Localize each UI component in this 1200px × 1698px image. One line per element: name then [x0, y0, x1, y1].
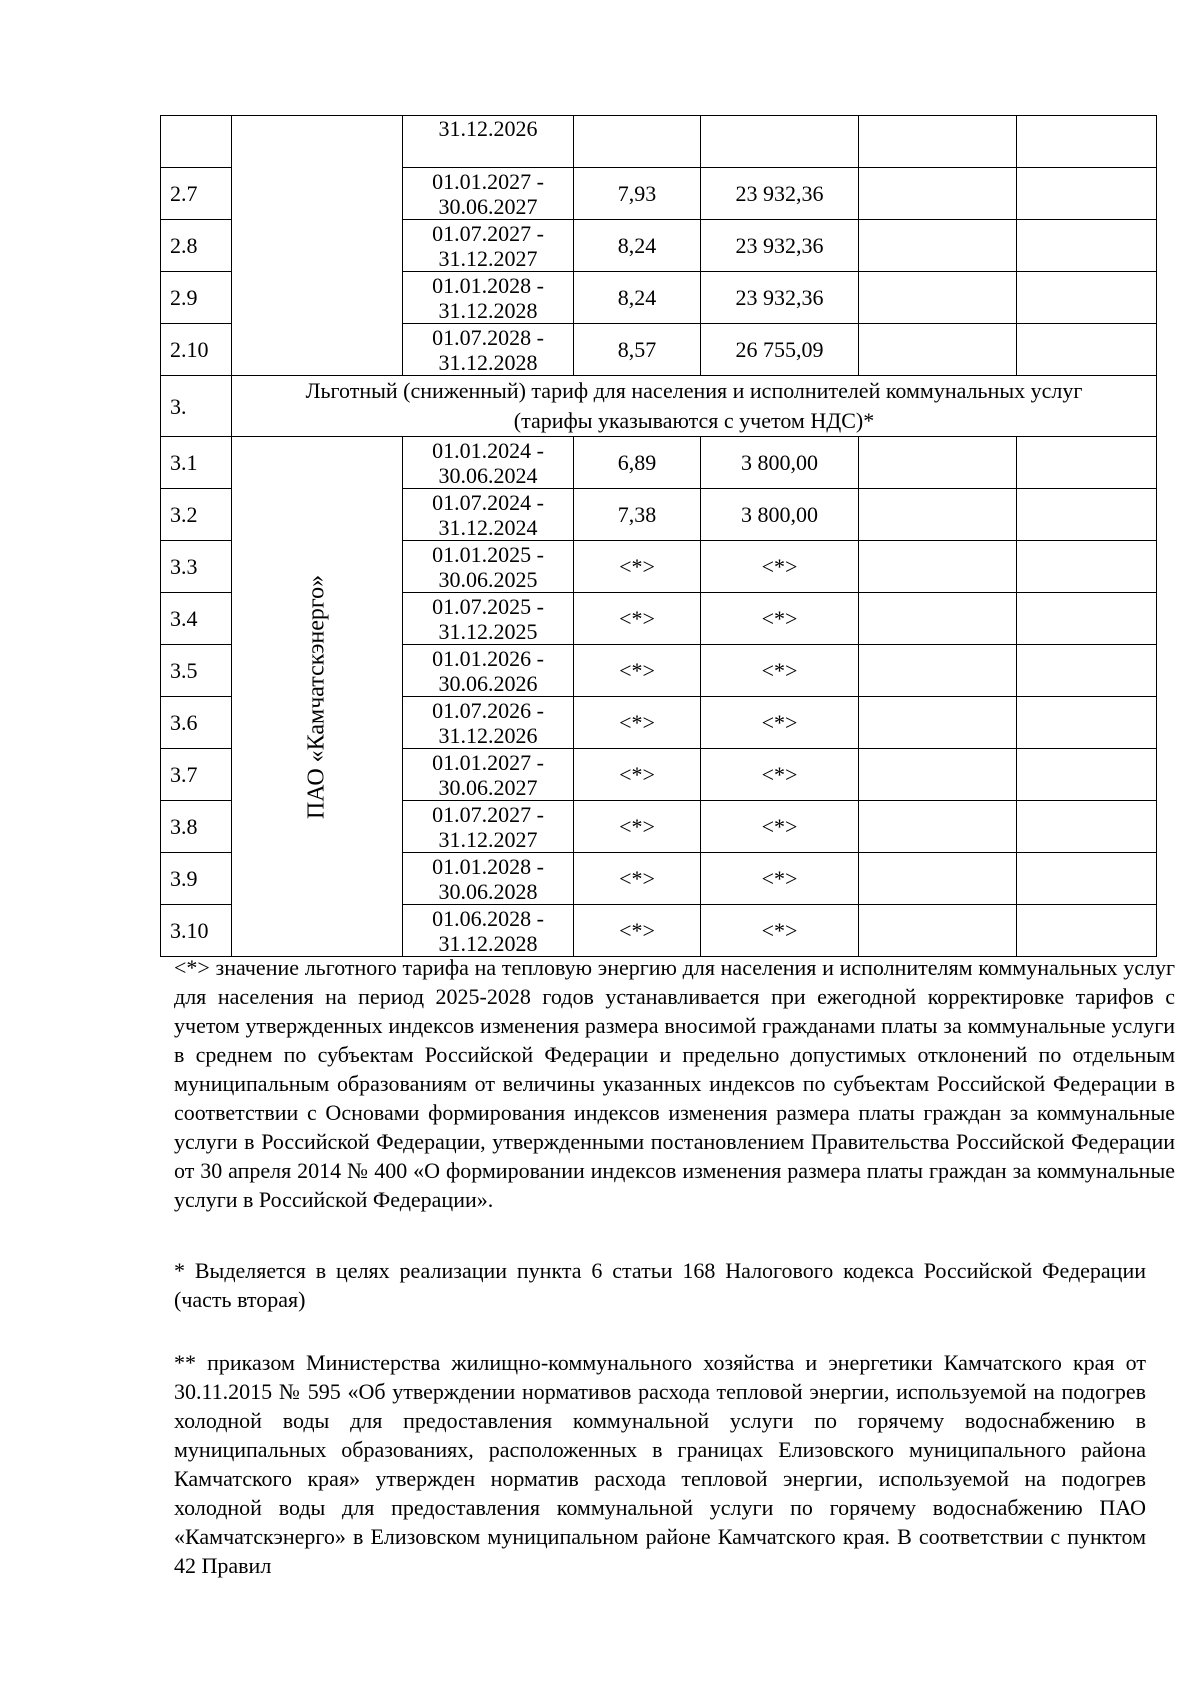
period-line: 01.01.2027 - — [432, 168, 544, 194]
row-number: 3.7 — [161, 749, 232, 801]
note-single-star-text: * Выделяется в целях реализации пункта 6 статьи 168 Налогового кодекса Российской Федерации (часть вторая) — [174, 1258, 1146, 1312]
tariff-value-b: 26 755,09 — [701, 324, 859, 376]
tariff-value-a: <*> — [574, 697, 701, 749]
empty-cell — [1017, 489, 1157, 541]
period-line: 01.06.2028 - — [432, 905, 544, 931]
empty-cell — [859, 853, 1017, 905]
tariff-table — [160, 115, 1157, 957]
period-line: 31.12.2027 — [438, 826, 538, 852]
empty-cell — [859, 801, 1017, 853]
tariff-value-b: 23 932,36 — [701, 168, 859, 220]
period-line: 31.12.2025 — [438, 618, 538, 644]
row-number: 3.4 — [161, 593, 232, 645]
period-line: 01.07.2027 - — [432, 801, 544, 827]
empty-cell — [859, 593, 1017, 645]
tariff-value-a: <*> — [574, 853, 701, 905]
empty-cell — [859, 489, 1017, 541]
period-line: 30.06.2025 — [438, 566, 538, 592]
tariff-value-b: 3 800,00 — [701, 437, 859, 489]
row-number — [161, 116, 232, 168]
empty-cell — [859, 749, 1017, 801]
period-line: 01.01.2026 - — [432, 645, 544, 671]
note-double-star — [174, 1348, 1146, 1580]
empty-cell — [1017, 272, 1157, 324]
section-header-row — [161, 376, 1157, 437]
empty-cell — [859, 272, 1017, 324]
period-cell — [403, 489, 574, 541]
period-cell — [403, 272, 574, 324]
row-number: 3.6 — [161, 697, 232, 749]
empty-cell — [1017, 541, 1157, 593]
note-single-star — [174, 1256, 1146, 1314]
tariff-value-a: 7,93 — [574, 168, 701, 220]
empty-cell — [1017, 437, 1157, 489]
tariff-value-b: <*> — [701, 853, 859, 905]
period-line: 30.06.2027 — [438, 193, 538, 219]
period-line: 31.12.2024 — [438, 514, 538, 540]
period-line: 30.06.2027 — [438, 774, 538, 800]
tariff-value-a — [574, 116, 701, 168]
row-number: 2.10 — [161, 324, 232, 376]
empty-cell — [859, 905, 1017, 957]
period-cell — [403, 220, 574, 272]
period-line: 31.12.2026 — [438, 722, 538, 748]
period-line: 31.12.2027 — [438, 245, 538, 271]
period-line: 30.06.2024 — [438, 462, 538, 488]
row-number: 2.7 — [161, 168, 232, 220]
period-cell — [403, 168, 574, 220]
empty-cell — [1017, 116, 1157, 168]
org-cell-section3 — [232, 437, 403, 957]
empty-cell — [859, 168, 1017, 220]
period-line: 01.01.2024 - — [432, 437, 544, 463]
period-line: 30.06.2028 — [438, 878, 538, 904]
period-cell — [403, 905, 574, 957]
org-name: ПАО «Камчатскэнерго» — [303, 574, 330, 819]
row-number: 2.8 — [161, 220, 232, 272]
empty-cell — [1017, 593, 1157, 645]
empty-cell — [1017, 645, 1157, 697]
row-number: 3.10 — [161, 905, 232, 957]
period-line: 01.07.2025 - — [432, 593, 544, 619]
tariff-value-a: <*> — [574, 593, 701, 645]
tariff-value-a: 7,38 — [574, 489, 701, 541]
tariff-value-b: <*> — [701, 801, 859, 853]
empty-cell — [1017, 697, 1157, 749]
period-line: 01.01.2028 - — [432, 272, 544, 298]
tariff-value-b: <*> — [701, 593, 859, 645]
tariff-value-a: 6,89 — [574, 437, 701, 489]
period-line: 31.12.2028 — [438, 930, 538, 956]
section-title-line2: (тарифы указываются с учетом НДС)* — [513, 408, 875, 433]
tariff-value-a: <*> — [574, 645, 701, 697]
empty-cell — [1017, 749, 1157, 801]
section-number: 3. — [161, 376, 232, 437]
row-number: 3.3 — [161, 541, 232, 593]
period-cell — [403, 645, 574, 697]
period-cell — [403, 437, 574, 489]
period-cell — [403, 801, 574, 853]
period-line: 01.07.2024 - — [432, 489, 544, 515]
period-line: 01.07.2028 - — [432, 324, 544, 350]
tariff-value-a: 8,57 — [574, 324, 701, 376]
period-cell — [403, 541, 574, 593]
period-line: 01.07.2026 - — [432, 697, 544, 723]
tariff-value-b: 23 932,36 — [701, 272, 859, 324]
tariff-value-b: <*> — [701, 749, 859, 801]
tariff-value-a: 8,24 — [574, 220, 701, 272]
row-number: 3.5 — [161, 645, 232, 697]
empty-cell — [859, 220, 1017, 272]
empty-cell — [859, 697, 1017, 749]
period-line: 01.01.2025 - — [432, 541, 544, 567]
empty-cell — [1017, 220, 1157, 272]
period-line: 30.06.2026 — [438, 670, 538, 696]
empty-cell — [859, 324, 1017, 376]
section-title — [232, 376, 1157, 437]
note-double-star-text: ** приказом Министерства жилищно-коммунального хозяйства и энергетики Камчатского края от 30.11.2015 № 595 «Об утверждении нормативов расхода тепловой энергии, используемой на подогрев холодной воды для предоставления коммунальной услуги по горячему водоснабжению в муниципальных образованиях, расположенных в границах Елизовского муниципального района Камчатского края» утвержден норматив расхода тепловой энергии, используемой на подогрев холодной воды для предоставления коммунальной услуги по горячему водоснабжению ПАО «Камчатскэнерго» в Елизовском муниципальном районе Камчатского края. В соответствии с пунктом 42 Правил — [174, 1350, 1146, 1578]
org-cell-section2 — [232, 116, 403, 376]
period-cell — [403, 116, 574, 168]
empty-cell — [1017, 853, 1157, 905]
period-line: 31.12.2026 — [438, 116, 538, 141]
tariff-value-b: 23 932,36 — [701, 220, 859, 272]
period-cell — [403, 697, 574, 749]
table-row — [161, 116, 1157, 168]
row-number: 2.9 — [161, 272, 232, 324]
period-cell — [403, 749, 574, 801]
period-cell — [403, 853, 574, 905]
period-cell — [403, 593, 574, 645]
row-number: 3.9 — [161, 853, 232, 905]
note-star-tariff-text: <*> значение льготного тарифа на тепловую энергию для населения и исполнителям коммунальных услуг для населения на период 2025-2028 годов устанавливается при ежегодной корректировке тарифов с учетом утвержденных индексов изменения размера вносимой гражданами платы за коммунальные услуги в среднем по субъектам Российской Федерации и предельно допустимых отклонений по отдельным муниципальным образованиям от величины указанных индексов по субъектам Российской Федерации в соответствии с Основами формирования индексов изменения размера платы граждан за коммунальные услуги в Российской Федерации, утвержденными постановлением Правительства Российской Федерации от 30 апреля 2014 № 400 «О формировании индексов изменения размера платы граждан за коммунальные услуги в Российской Федерации». — [174, 955, 1175, 1212]
tariff-value-a: <*> — [574, 541, 701, 593]
table-row — [161, 437, 1157, 489]
empty-cell — [859, 116, 1017, 168]
period-line: 31.12.2028 — [438, 349, 538, 375]
tariff-table-body — [161, 116, 1157, 957]
row-number: 3.8 — [161, 801, 232, 853]
empty-cell — [1017, 801, 1157, 853]
row-number: 3.2 — [161, 489, 232, 541]
tariff-value-a: <*> — [574, 801, 701, 853]
tariff-value-b: <*> — [701, 697, 859, 749]
period-line: 01.01.2028 - — [432, 853, 544, 879]
empty-cell — [859, 541, 1017, 593]
empty-cell — [859, 437, 1017, 489]
row-number: 3.1 — [161, 437, 232, 489]
empty-cell — [1017, 168, 1157, 220]
empty-cell — [1017, 905, 1157, 957]
section-title-line1: Льготный (сниженный) тариф для населения и исполнителей коммунальных услуг — [305, 378, 1083, 403]
empty-cell — [859, 645, 1017, 697]
period-line: 01.07.2027 - — [432, 220, 544, 246]
note-star-tariff — [174, 953, 1175, 1214]
tariff-value-b — [701, 116, 859, 168]
tariff-value-b: 3 800,00 — [701, 489, 859, 541]
tariff-value-a: <*> — [574, 749, 701, 801]
tariff-value-b: <*> — [701, 645, 859, 697]
period-line: 01.01.2027 - — [432, 749, 544, 775]
tariff-value-a: <*> — [574, 905, 701, 957]
tariff-value-a: 8,24 — [574, 272, 701, 324]
period-line: 31.12.2028 — [438, 297, 538, 323]
tariff-value-b: <*> — [701, 541, 859, 593]
period-cell — [403, 324, 574, 376]
empty-cell — [1017, 324, 1157, 376]
tariff-value-b: <*> — [701, 905, 859, 957]
